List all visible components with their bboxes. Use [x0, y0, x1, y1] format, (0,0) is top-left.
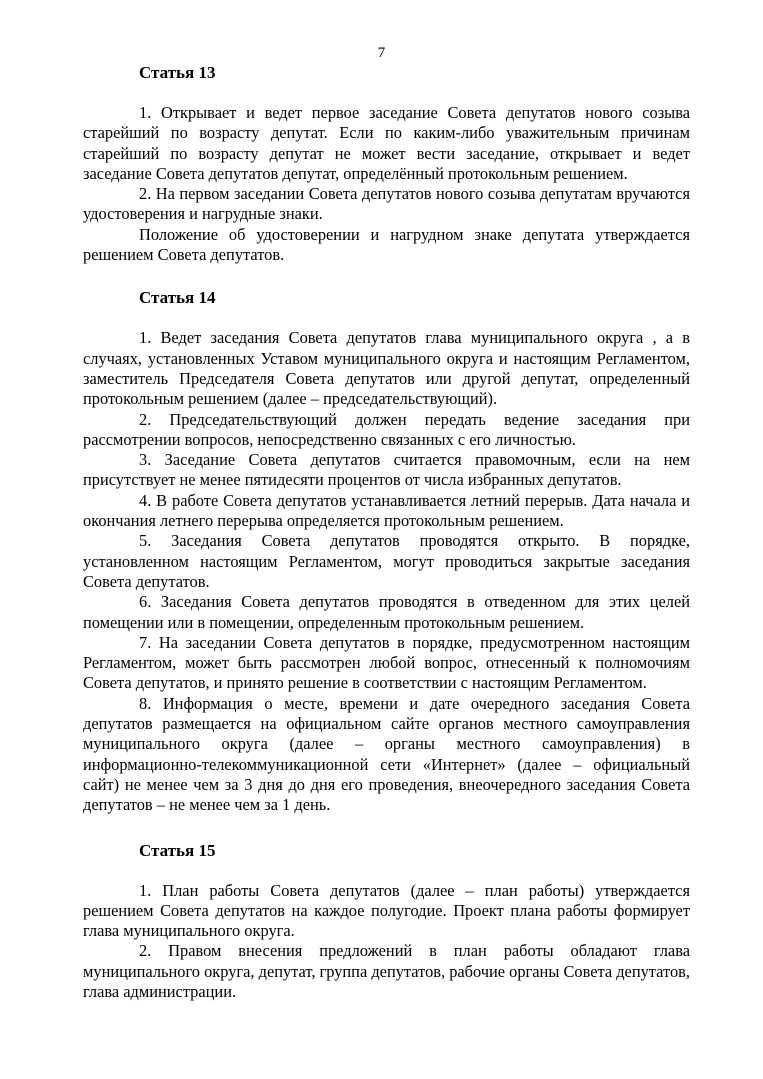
paragraph: 5. Заседания Совета депутатов проводятся открыто. В порядке, установленном настоящим Регламентом, могут проводиться закрытые заседания Совета депутатов. [83, 531, 690, 591]
page-number: 7 [377, 45, 386, 61]
article-body [83, 103, 690, 265]
paragraph: 3. Заседание Совета депутатов считается правомочным, если на нем присутствует не менее пятидесяти процентов от числа избранных депутатов. [83, 450, 690, 490]
paragraph: 2. Председательствующий должен передать ведение заседания при рассмотрении вопросов, непосредственно связанных с его личностью. [83, 409, 690, 449]
paragraph: 1. Открывает и ведет первое заседание Совета депутатов нового созыва старейший по возрасту депутат. Если по каким-либо уважительным причинам старейший по возрасту депутат не может вести заседание, открывает и ведет заседание Совета депутатов депутат, определённый протокольным решением. [83, 103, 690, 183]
paragraph: 7. На заседании Совета депутатов в порядке, предусмотренном настоящим Регламентом, может быть рассмотрен любой вопрос, отнесенный к полномочиям Совета депутатов, и принято решение в соответствии с настоящим Регламентом. [83, 632, 690, 693]
paragraph: Положение об удостоверении и нагрудном знаке депутата утверждается решением Совета депутатов. [83, 224, 690, 265]
article-13 [83, 62, 690, 265]
article-body [83, 881, 690, 1003]
paragraph: 4. В работе Совета депутатов устанавливается летний перерыв. Дата начала и окончания летнего перерыва определяется протокольным решением. [83, 490, 690, 531]
article-body [83, 328, 690, 815]
paragraph: 6. Заседания Совета депутатов проводятся в отведенном для этих целей помещении или в помещении, определенным протокольным решением. [83, 592, 690, 632]
article-title: Статья 13 [139, 63, 216, 82]
article-14 [83, 287, 690, 815]
paragraph: 1. Ведет заседания Совета депутатов глава муниципального округа , а в случаях, установленных Уставом муниципального округа и настоящим Регламентом, заместитель Председателя Совета депутатов или другой депутат, определенный протокольным решением (далее – председательствующий). [83, 328, 690, 409]
article-title: Статья 14 [139, 288, 216, 308]
paragraph: 2. На первом заседании Совета депутатов нового созыва депутатам вручаются удостоверения и нагрудные знаки. [83, 184, 690, 224]
paragraph: 2. Правом внесения предложений в план работы обладают глава муниципального округа, депутат, группа депутатов, рабочие органы Совета депутатов, глава администрации. [83, 941, 690, 1001]
article-15 [83, 840, 690, 1003]
article-title: Статья 15 [139, 840, 216, 860]
paragraph: 8. Информация о месте, времени и дате очередного заседания Совета депутатов размещается на официальном сайте органов местного самоуправления муниципального округа (далее – органы местного самоуправления) в информационно-телекоммуникационной сети «Интернет» (далее – официальный сайт) не менее чем за 3 дня до дня его проведения, внеочередного заседания Совета депутатов – не менее чем за 1 день. [83, 693, 690, 815]
paragraph: 1. План работы Совета депутатов (далее – план работы) утверждается решением Совета депутатов на каждое полугодие. Проект плана работы формирует глава муниципального округа. [83, 880, 690, 941]
document-content [83, 62, 690, 1002]
